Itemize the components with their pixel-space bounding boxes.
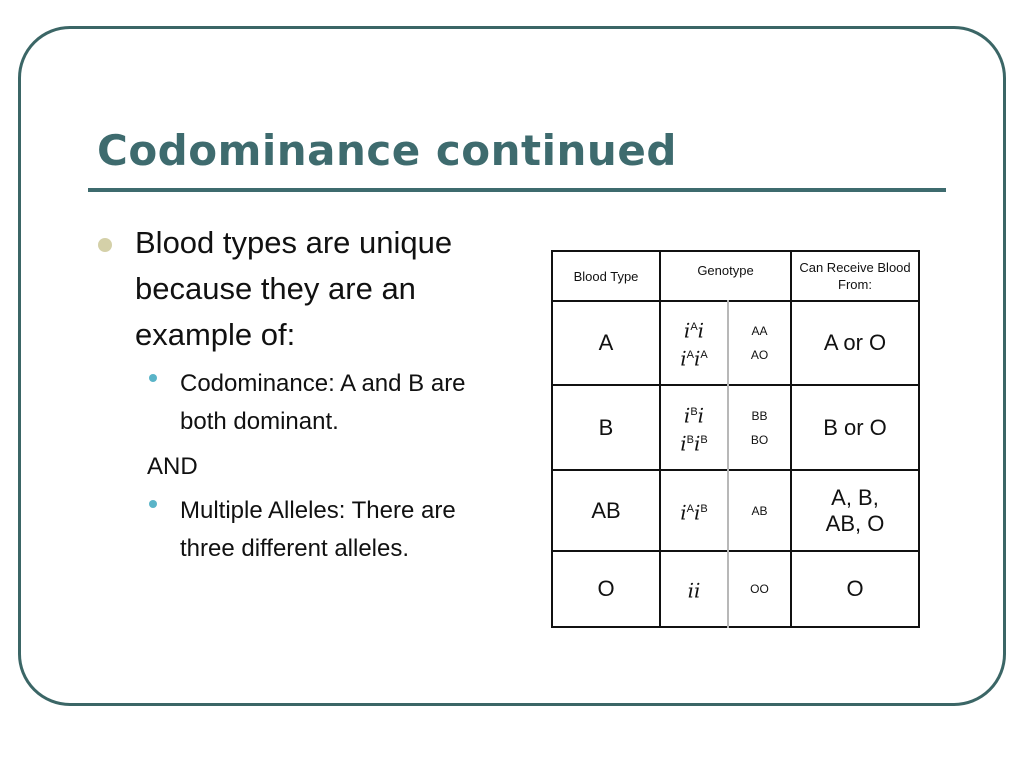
allele-letter: i — [697, 403, 705, 428]
table-header-can-receive: Can Receive Blood From: — [799, 260, 911, 292]
allele-superscript: B — [700, 433, 708, 446]
allele-letter: i — [694, 346, 701, 371]
bullet-dot-icon — [98, 238, 112, 252]
allele-letter: i — [694, 431, 701, 456]
table-header-blood-type: Blood Type — [573, 268, 639, 284]
allele-letter: i — [680, 431, 687, 456]
genotype-cell — [661, 471, 727, 550]
and-text: AND — [147, 453, 198, 480]
codominance-bullet-text: Codominance: A and B are both dominant. — [180, 370, 466, 435]
table-rule — [551, 626, 920, 628]
allele-code: BO — [750, 432, 769, 447]
sub-bullet-dot-icon — [149, 374, 157, 382]
allele-code: OO — [750, 582, 769, 596]
genotype-notation — [680, 497, 708, 525]
genotype-notation — [684, 400, 704, 428]
allele-code: BB — [751, 408, 768, 423]
table-header-genotype: Genotype — [697, 263, 754, 278]
genotype-cell — [661, 386, 727, 469]
allele-code-cell — [729, 552, 790, 626]
allele-superscript: A — [686, 502, 694, 515]
can-receive-cell: O — [846, 576, 864, 601]
genotype-cell — [661, 302, 727, 384]
allele-superscript: A — [686, 349, 694, 361]
title-underline — [88, 188, 946, 192]
allele-superscript: B — [700, 502, 708, 515]
allele-superscript: B — [690, 405, 698, 418]
allele-superscript: B — [686, 433, 694, 446]
blood-type-cell: B — [598, 414, 614, 440]
can-receive-cell: B or O — [823, 414, 887, 440]
table-rule — [918, 250, 920, 628]
allele-superscript: A — [700, 349, 708, 361]
blood-type-table — [551, 250, 920, 628]
allele-letter: i — [680, 500, 687, 525]
allele-letter: i — [694, 578, 701, 603]
sub-bullet-dot-icon — [149, 500, 157, 508]
blood-type-cell: AB — [591, 497, 621, 523]
allele-code-cell — [729, 302, 790, 384]
allele-letter: i — [683, 319, 691, 343]
blood-type-cell: O — [597, 576, 615, 601]
can-receive-cell: A or O — [823, 330, 887, 355]
genotype-notation — [688, 575, 701, 603]
allele-code: AB — [751, 503, 768, 518]
allele-letter: i — [697, 319, 705, 343]
genotype-notation — [680, 343, 708, 371]
main-bullet-text: Blood types are unique because they are an example of: — [135, 225, 453, 352]
allele-code-cell — [729, 471, 790, 550]
allele-letter: i — [687, 578, 694, 603]
genotype-cell — [661, 552, 727, 626]
slide-title: Codominance continued — [97, 126, 677, 175]
allele-code: AA — [751, 324, 768, 338]
allele-superscript: A — [690, 321, 698, 334]
multiple-alleles-bullet-text: Multiple Alleles: There are three different alleles. — [180, 497, 456, 562]
allele-code-cell — [729, 386, 790, 469]
allele-letter: i — [683, 403, 691, 428]
allele-letter: i — [680, 346, 687, 371]
allele-letter: i — [694, 500, 701, 525]
can-receive-cell: A, B, AB, O — [825, 484, 885, 536]
genotype-notation — [680, 428, 708, 456]
genotype-notation — [684, 315, 704, 343]
blood-type-cell: A — [598, 330, 614, 355]
allele-code: AO — [750, 348, 769, 362]
